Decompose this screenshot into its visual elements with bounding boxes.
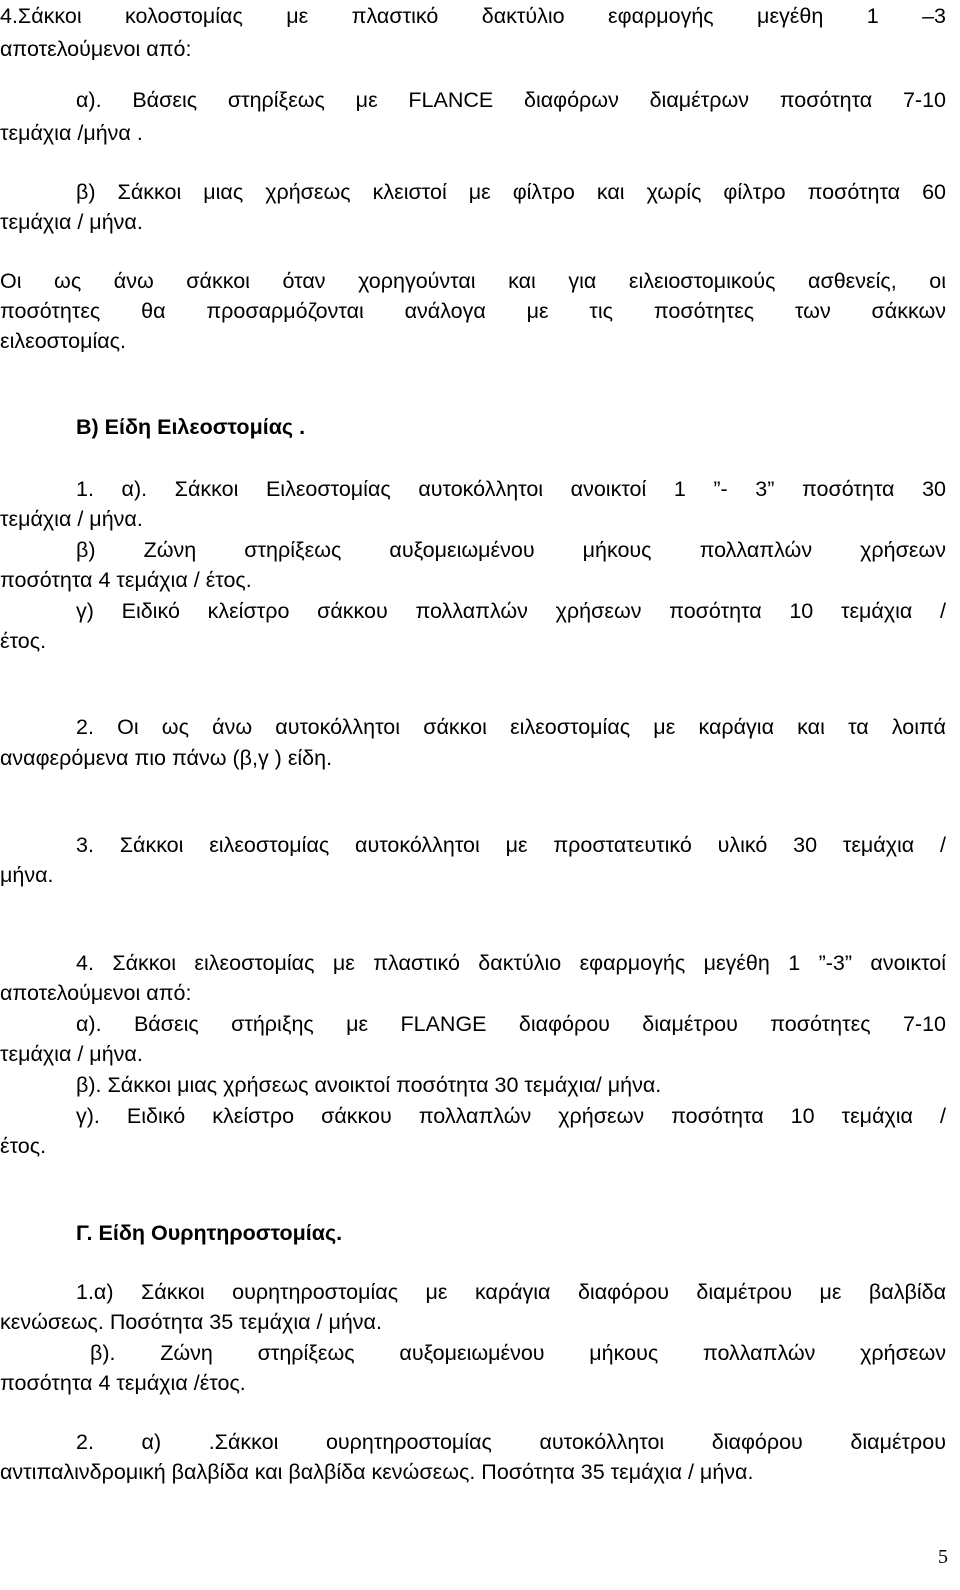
- c2-line2: αντιπαλινδρομική βαλβίδα και βαλβίδα κενώσεως. Ποσότητα 35 τεμάχια / μήνα.: [0, 1460, 754, 1484]
- note-line2: ποσότητες θα προσαρμόζονται ανάλογα με τις ποσότητες των σάκκων: [0, 299, 946, 323]
- section-b-heading: Β) Είδη Ειλεοστομίας .: [76, 415, 306, 439]
- item4-heading-line2: αποτελούμενοι από:: [0, 37, 192, 61]
- note-line3: ειλεοστομίας.: [0, 329, 126, 353]
- note-line1: Οι ως άνω σάκκοι όταν χορηγούνται και για ειλειοστομικούς ασθενείς, οι: [0, 269, 946, 293]
- b4-line1: 4. Σάκκοι ειλεοστομίας με πλαστικό δακτύλιο εφαρμογής μεγέθη 1 ”-3” ανοικτοί: [76, 951, 946, 975]
- item4a-line2: τεμάχια /μήνα .: [0, 121, 143, 145]
- item4a-line1: α). Βάσεις στηρίξεως με FLANCE διαφόρων διαμέτρων ποσότητα 7-10: [76, 88, 946, 112]
- c1b-line2: ποσότητα 4 τεμάχια /έτος.: [0, 1371, 246, 1395]
- item4b-line2: τεμάχια / μήνα.: [0, 210, 143, 234]
- b4c-line2: έτος.: [0, 1134, 47, 1158]
- b1c-line2: έτος.: [0, 629, 47, 653]
- b1a-line1: 1. α). Σάκκοι Ειλεοστομίας αυτοκόλλητοι ανοικτοί 1 ”- 3” ποσότητα 30: [76, 477, 946, 501]
- section-c-heading: Γ. Είδη Ουρητηροστομίας.: [76, 1221, 343, 1245]
- b1b-line1: β) Ζώνη στηρίξεως αυξομειωμένου μήκους πολλαπλών χρήσεων: [76, 538, 946, 562]
- b1b-line2: ποσότητα 4 τεμάχια / έτος.: [0, 568, 252, 592]
- b4a-line1: α). Βάσεις στήριξης με FLANGE διαφόρου διαμέτρου ποσότητες 7-10: [76, 1012, 946, 1036]
- b2-line1: 2. Οι ως άνω αυτοκόλλητοι σάκκοι ειλεοστομίας με καράγια και τα λοιπά: [76, 715, 946, 739]
- b3-line1: 3. Σάκκοι ειλεοστομίας αυτοκόλλητοι με προστατευτικό υλικό 30 τεμάχια /: [76, 833, 946, 857]
- b1a-line2: τεμάχια / μήνα.: [0, 507, 143, 531]
- item4b-line1: β) Σάκκοι μιας χρήσεως κλειστοί με φίλτρο και χωρίς φίλτρο ποσότητα 60: [76, 180, 946, 204]
- c2-line1: 2. α) .Σάκκοι ουρητηροστομίας αυτοκόλλητοι διαφόρου διαμέτρου: [76, 1430, 946, 1454]
- b2-line2: αναφερόμενα πιο πάνω (β,γ ) είδη.: [0, 746, 333, 770]
- item4-heading-line1: 4.Σάκκοι κολοστομίας με πλαστικό δακτύλιο εφαρμογής μεγέθη 1 –3: [0, 4, 946, 28]
- c1a-line1: 1.α) Σάκκοι ουρητηροστομίας με καράγια διαφόρου διαμέτρου με βαλβίδα: [76, 1280, 946, 1304]
- c1b-line1: β). Ζώνη στηρίξεως αυξομειωμένου μήκους πολλαπλών χρήσεων: [90, 1341, 946, 1365]
- b4b-line: β). Σάκκοι μιας χρήσεως ανοικτοί ποσότητα 30 τεμάχια/ μήνα.: [76, 1073, 662, 1097]
- b3-line2: μήνα.: [0, 863, 54, 887]
- b4c-line1: γ). Ειδικό κλείστρο σάκκου πολλαπλών χρήσεων ποσότητα 10 τεμάχια /: [76, 1104, 946, 1128]
- b4-line2: αποτελούμενοι από:: [0, 981, 192, 1005]
- page-number: 5: [938, 1546, 948, 1568]
- b1c-line1: γ) Ειδικό κλείστρο σάκκου πολλαπλών χρήσεων ποσότητα 10 τεμάχια /: [76, 599, 946, 623]
- c1a-line2: κενώσεως. Ποσότητα 35 τεμάχια / μήνα.: [0, 1310, 382, 1334]
- b4a-line2: τεμάχια / μήνα.: [0, 1042, 143, 1066]
